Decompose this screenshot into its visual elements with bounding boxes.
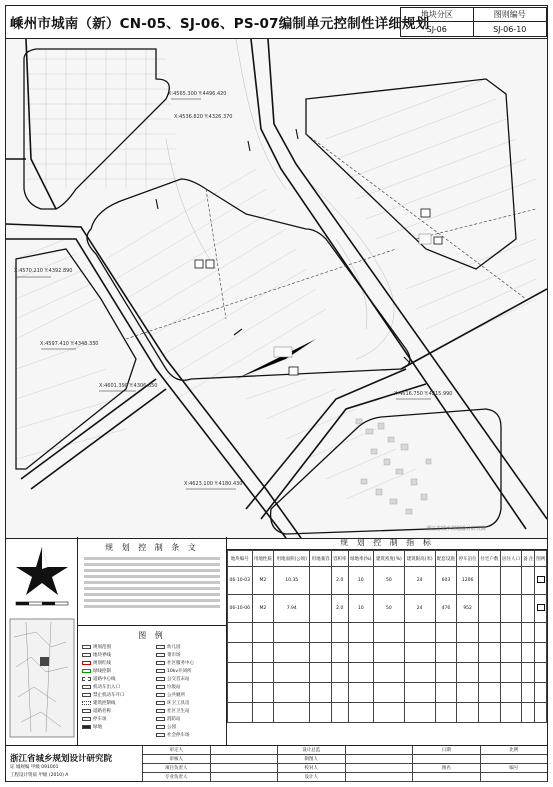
- control-indicators: [227, 537, 547, 745]
- coordinate-label: X:4616.750 Y:4215.990: [394, 391, 453, 397]
- legend-item: 绿地: [82, 724, 102, 730]
- table-header: 备 注: [522, 551, 535, 567]
- legend-item: 规划范围: [82, 644, 111, 650]
- role-label: 设计总监: [277, 746, 345, 755]
- coordinate-label: X:4597.410 Y:4348.330: [40, 341, 99, 347]
- plan-map-drawing: [6, 39, 547, 538]
- role-label: 审定人: [142, 746, 210, 755]
- legend-item: 消防站: [156, 716, 181, 722]
- control-clauses: [78, 537, 227, 625]
- legend-item: 道路名称: [82, 708, 111, 714]
- table-cell: [500, 595, 522, 623]
- indicators-title: 规 划 控 制 指 标: [227, 537, 547, 550]
- legend-item: 公园: [156, 724, 176, 730]
- clauses-title: 规 划 控 制 条 文: [105, 543, 199, 552]
- table-cell: 10: [348, 567, 373, 595]
- drawing-no-label: 图则编号: [474, 8, 547, 22]
- table-header: 图例: [535, 551, 547, 567]
- legend-item: 社区卫生站: [156, 708, 190, 714]
- legend-item: 地块界线: [82, 652, 111, 658]
- table-cell: 24: [404, 595, 435, 623]
- table-cell: M2: [252, 567, 274, 595]
- table-cell: [310, 567, 332, 595]
- role-label: 比例: [480, 746, 548, 755]
- map-watermark: 浙江省城乡规划设计研究院: [426, 526, 487, 532]
- table-row: [228, 567, 547, 595]
- north-arrow-and-inset: [6, 537, 78, 745]
- plan-map: [6, 38, 547, 539]
- district-value: SJ-06: [401, 22, 474, 36]
- legend-item: 社会停车场: [156, 732, 190, 738]
- table-row: [228, 703, 547, 723]
- table-cell: 7.94: [274, 595, 310, 623]
- legend-item: 绿线控制: [82, 668, 111, 674]
- table-cell: 603: [435, 567, 457, 595]
- table-row: [228, 643, 547, 663]
- signature-grid: [142, 746, 547, 782]
- table-cell: [478, 595, 500, 623]
- legend-item: 道路中心线: [82, 676, 116, 682]
- north-arrow-icon: [6, 537, 78, 745]
- legend-item: 幼儿园: [156, 644, 181, 650]
- table-cell: [535, 567, 547, 595]
- legend-item: 社区服务中心: [156, 660, 194, 666]
- table-header: 建筑限高(米): [404, 551, 435, 567]
- legend-item: 公交首末站: [156, 676, 190, 682]
- table-header: 容积率: [331, 551, 348, 567]
- certificate-line: 证 城规编 甲级 091001: [10, 765, 59, 770]
- legend-item: 公共厕所: [156, 692, 185, 698]
- table-header: 停车泊位: [457, 551, 479, 567]
- table-header: 建筑密度(%): [374, 551, 405, 567]
- table-cell: 476: [435, 595, 457, 623]
- legend-item: 停车场: [82, 716, 107, 722]
- role-label: 日期: [412, 746, 480, 755]
- indicators-header-row: [228, 551, 547, 567]
- legend-item: 机动车出入口: [82, 684, 120, 690]
- role-label: 专业负责人: [142, 773, 210, 782]
- coordinate-label: X:4565.300 Y:4496.420: [168, 91, 227, 97]
- role-label: 项目负责人: [142, 764, 210, 773]
- coordinate-label: X:4623.100 Y:4180.430: [184, 481, 243, 487]
- organization-name: 浙江省城乡规划设计研究院: [10, 754, 113, 764]
- coordinate-label: X:4570.210 Y:4392.890: [14, 268, 73, 274]
- table-header: 绿地率(%): [348, 551, 373, 567]
- table-cell: 952: [457, 595, 479, 623]
- table-cell: 2.0: [331, 567, 348, 595]
- title-block: [6, 745, 547, 782]
- indicators-table: [227, 550, 547, 723]
- coordinate-label: X:4601.390 Y:4306.650: [99, 383, 158, 389]
- table-header: 用地面积(公顷): [274, 551, 310, 567]
- header-info-table: [400, 7, 547, 37]
- table-cell: 06-10-06: [228, 595, 253, 623]
- role-label: 设计人: [277, 773, 345, 782]
- table-cell: 06-10-03: [228, 567, 253, 595]
- table-cell: [522, 567, 535, 595]
- role-label: 制图人: [277, 755, 345, 764]
- table-cell: [310, 595, 332, 623]
- legend-item: 环卫工具房: [156, 700, 190, 706]
- legend-item: 菜市场: [156, 652, 181, 658]
- table-cell: [535, 595, 547, 623]
- table-cell: 50: [374, 595, 405, 623]
- table-cell: 10.35: [274, 567, 310, 595]
- legend-item: 垃圾站: [156, 684, 181, 690]
- table-row: [228, 623, 547, 643]
- clauses-text: [78, 557, 226, 608]
- table-row: [228, 683, 547, 703]
- role-label: 审核人: [142, 755, 210, 764]
- table-cell: 10: [348, 595, 373, 623]
- control-panel: [6, 537, 547, 745]
- legend-item: 建筑控制线: [82, 700, 116, 706]
- role-label: 图名: [412, 764, 480, 773]
- table-cell: 50: [374, 567, 405, 595]
- sheet-title: 嵊州市城南（新）CN-05、SJ-06、PS-07编制单元控制性详细规划: [10, 16, 430, 32]
- legend-item: 规划红线: [82, 660, 111, 666]
- table-header: 用地性质: [252, 551, 274, 567]
- drawing-no-value: SJ-06-10: [493, 24, 527, 34]
- table-header: 住宅户数: [478, 551, 500, 567]
- legend-item: 禁止机动车开口: [82, 692, 125, 698]
- table-cell: 2.0: [331, 595, 348, 623]
- table-header: 地块编号: [228, 551, 253, 567]
- legend-panel: [78, 625, 227, 745]
- table-cell: 24: [404, 567, 435, 595]
- table-header: 居住人口: [500, 551, 522, 567]
- table-cell: [500, 567, 522, 595]
- table-cell: [522, 595, 535, 623]
- table-cell: [478, 567, 500, 595]
- district-label: 地块分区: [401, 8, 474, 22]
- table-header: 用地兼容: [310, 551, 332, 567]
- table-row: [228, 663, 547, 683]
- legend-item: 10kv开闭所: [156, 668, 192, 674]
- table-cell: M2: [252, 595, 274, 623]
- table-row: [228, 595, 547, 623]
- legend-title: 图 例: [138, 631, 166, 640]
- coordinate-label: X:4536.820 Y:4326.370: [174, 114, 233, 120]
- certificate-line: 工程设计资质 甲级 (2010) A: [10, 773, 69, 778]
- role-label: 编号: [480, 764, 548, 773]
- table-cell: 1206: [457, 567, 479, 595]
- role-label: 校对人: [277, 764, 345, 773]
- table-header: 配套设施: [435, 551, 457, 567]
